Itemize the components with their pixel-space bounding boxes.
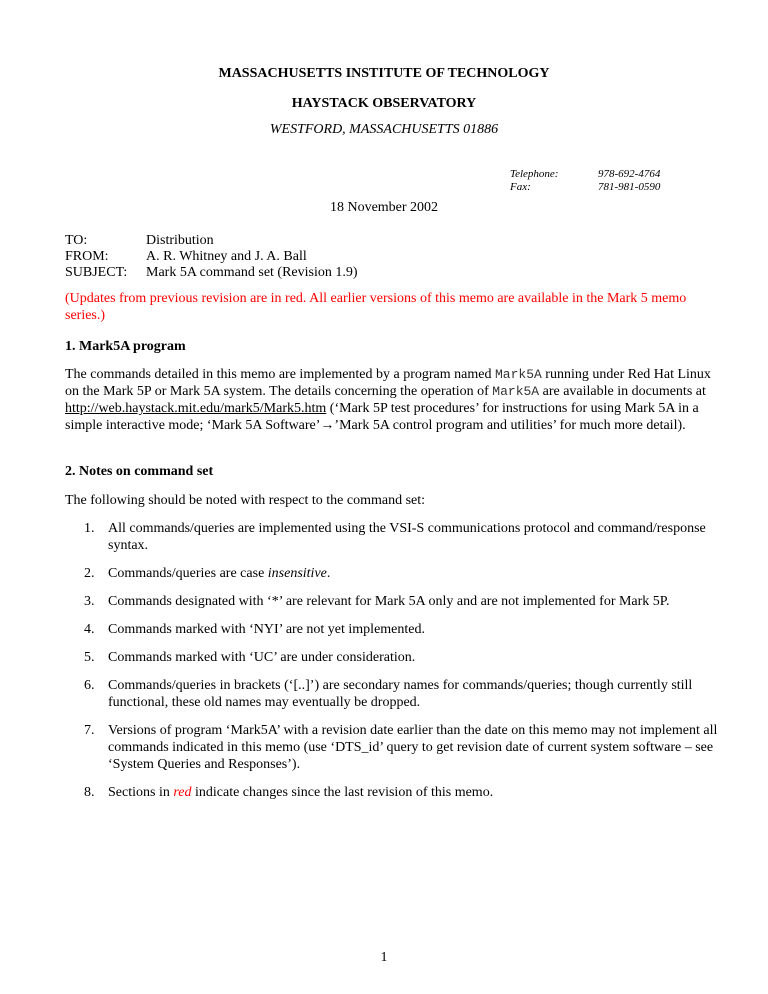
section-1-text-a: The commands detailed in this memo are implemented by a program named xyxy=(65,367,495,382)
program-name-code: Mark5A xyxy=(494,367,542,382)
fax-number: 781-981-0590 xyxy=(598,181,661,193)
list-item xyxy=(84,621,724,638)
list-item-text: Commands marked with ‘NYI’ are not yet implemented. xyxy=(108,622,425,637)
list-item-number: 4. xyxy=(84,622,95,637)
list-item-number: 6. xyxy=(84,678,95,693)
from-value: A. R. Whitney and J. A. Ball xyxy=(146,249,307,264)
list-item-text xyxy=(108,565,724,582)
institution-heading: MASSACHUSETTS INSTITUTE OF TECHNOLOGY xyxy=(218,66,550,81)
section-2-heading: 2. Notes on command set xyxy=(65,464,214,479)
fax-label: Fax: xyxy=(510,181,531,193)
section-1-text-c: are available in documents at xyxy=(539,384,706,399)
list-item-text-pre: Commands/queries are case xyxy=(108,566,268,581)
to-value: Distribution xyxy=(146,233,214,248)
program-name-code: Mark5A xyxy=(492,384,540,399)
telephone-label: Telephone: xyxy=(510,168,559,180)
mark5-docs-link[interactable]: http://web.haystack.mit.edu/mark5/Mark5.htm xyxy=(65,401,327,416)
section-1-paragraph xyxy=(65,366,715,434)
from-label: FROM: xyxy=(65,249,109,264)
list-item-text: All commands/queries are implemented using the VSI-S communications protocol and command/response syntax. xyxy=(108,521,706,553)
subject-label: SUBJECT: xyxy=(65,265,128,280)
location-heading: WESTFORD, MASSACHUSETTS 01886 xyxy=(269,122,499,137)
list-item-text: Commands/queries in brackets (‘[..]’) are secondary names for commands/queries; though currently still functional, these old names may eventually be dropped. xyxy=(108,678,693,710)
notes-list xyxy=(84,520,724,812)
list-item-number: 7. xyxy=(84,723,95,738)
emphasis-insensitive: insensitive xyxy=(267,566,327,581)
list-item xyxy=(84,520,724,554)
list-item-text-post: indicate changes since the last revision of this memo. xyxy=(191,785,494,800)
list-item-number: 3. xyxy=(84,594,95,609)
list-item-text: Commands marked with ‘UC’ are under consideration. xyxy=(108,650,416,665)
section-1-heading: 1. Mark5A program xyxy=(65,339,186,354)
list-item xyxy=(84,784,724,801)
observatory-heading: HAYSTACK OBSERVATORY xyxy=(291,96,477,111)
contact-block xyxy=(510,168,660,194)
list-item-text-post: . xyxy=(326,566,331,581)
list-item xyxy=(84,677,724,711)
list-item-number: 8. xyxy=(84,785,95,800)
section-1-text-b: running under Red Hat Linux on the Mark 5P or Mark 5A system. The details concerning the operation of xyxy=(65,367,711,399)
memo-header xyxy=(65,233,358,281)
list-item-number: 2. xyxy=(84,566,95,581)
list-item-text xyxy=(108,784,724,801)
list-item xyxy=(84,722,724,773)
update-note: (Updates from previous revision are in red. All earlier versions of this memo are available in the Mark 5 memo series.) xyxy=(65,291,687,323)
list-item-number: 1. xyxy=(84,521,95,536)
memo-date: 18 November 2002 xyxy=(329,200,439,215)
list-item xyxy=(84,565,724,582)
section-1-text-d: (‘Mark 5P test procedures’ for instructions for using Mark 5A in a simple interactive mode; ‘Mark 5A Software’→’Mark 5A control program and utilities’ for much more detail). xyxy=(65,401,699,433)
to-label: TO: xyxy=(65,233,88,248)
list-item-text: Commands designated with ‘*’ are relevant for Mark 5A only and are not implemented for Mark 5P. xyxy=(108,594,670,609)
list-item xyxy=(84,593,724,610)
list-item-text-pre: Sections in xyxy=(108,785,174,800)
page-number: 1 xyxy=(380,950,388,965)
telephone-number: 978-692-4764 xyxy=(598,168,661,180)
section-2-intro: The following should be noted with respect to the command set: xyxy=(65,493,426,508)
list-item-number: 5. xyxy=(84,650,95,665)
list-item xyxy=(84,649,724,666)
subject-value: Mark 5A command set (Revision 1.9) xyxy=(146,265,358,280)
list-item-text: Versions of program ‘Mark5A’ with a revision date earlier than the date on this memo may not implement all commands indicated in this memo (use ‘DTS_id’ query to get revision date of current system software – see ‘System Queries and Responses’). xyxy=(108,723,718,772)
emphasis-red: red xyxy=(173,785,192,800)
